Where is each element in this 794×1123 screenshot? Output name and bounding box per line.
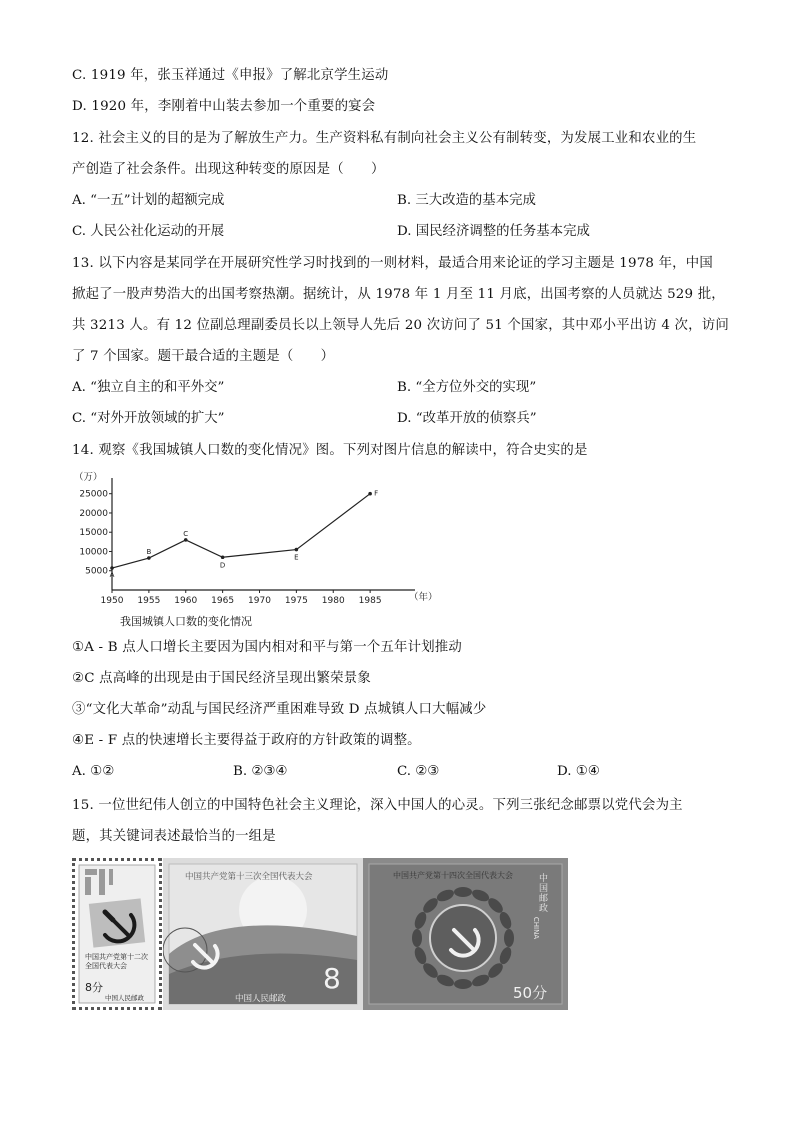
stamp-3-value: 50分 [513,984,548,1002]
question-13-stem-cont-2: 共 3213 人。有 12 位副总理副委员长以上领导人先后 20 次访问了 51 个国家，其中邓小平出访 4 次，访问 [72,318,729,333]
question-12-stem: 12. 社会主义的目的是为了解放生产力。生产资料私有制向社会主义公有制转变，为发展工业和农业的生 [72,131,697,146]
question-15-stem: 15. 一位世纪伟人创立的中国特色社会主义理论，深入中国人的心灵。下列三张纪念邮票以党代会为主 [72,798,683,813]
statement-3: ③“文化大革命”动乱与国民经济严重困难导致 D 点城镇人口大幅减少 [72,702,487,717]
stamp-13th-congress [163,858,363,1010]
stamp-3-country-en: CHINA [532,916,541,940]
point-label: D [219,561,226,570]
chart-y-label: （万） [74,472,103,483]
party-congress-stamps [72,858,568,1010]
stamp-2-value: 8 [323,962,341,995]
y-tick-label: 5000 [85,566,108,577]
question-13-stem: 13. 以下内容是某同学在开展研究性学习时找到的一则材料，最适合用来论证的学习主题是 1978 年，中国 [72,256,713,271]
q14-option-c: C. ②③ [397,764,440,779]
data-point [295,548,299,552]
urban-population-chart [72,464,452,630]
q12-option-c: C. 人民公社化运动的开展 [72,224,225,239]
x-tick-label: 1955 [137,596,161,606]
q14-option-d: D. ①④ [557,764,600,779]
q13-option-d: D. “改革开放的侦察兵” [397,411,537,426]
chart-y-ticks [79,490,112,577]
data-point [184,538,188,542]
chart-x-ticks [101,590,382,606]
stamp-2-caption: 中国共产党第十三次全国代表大会 [185,872,313,882]
question-13-stem-cont-3: 了 7 个国家。题干最合适的主题是（ ） [72,349,335,364]
chart-x-label: （年） [409,592,438,603]
stamp-14th-congress [363,858,568,1010]
wreath-leaf [454,979,472,989]
data-point [368,492,372,496]
y-tick-label: 25000 [79,489,108,500]
wreath-leaf [412,929,422,947]
point-label: A [109,571,115,580]
data-point [110,566,114,570]
q13-option-b: B. “全方位外交的实现” [397,380,537,395]
stamp-12th-congress [72,858,162,1010]
q14-option-b: B. ②③④ [233,764,288,779]
point-label: E [294,553,299,562]
q12-option-a: A. “一五”计划的超额完成 [72,193,225,208]
question-13-stem-cont-1: 掀起了一股声势浩大的出国考察热潮。据统计，从 1978 年 1 月至 11 月底，出国考察的人员就达 529 批， [72,287,725,302]
option-c-line: C. 1919 年，张玉祥通过《申报》了解北京学生运动 [72,68,389,83]
data-point [147,556,151,560]
x-tick-label: 1980 [321,596,345,606]
q13-option-a: A. “独立自主的和平外交” [72,380,225,395]
stamp-1-country: 中国人民邮政 [105,994,144,1002]
stamp-1-value: 8分 [85,981,103,994]
x-tick-label: 1960 [174,596,198,606]
stamp-2-country: 中国人民邮政 [235,994,287,1004]
point-label: F [374,489,379,498]
q12-option-d: D. 国民经济调整的任务基本完成 [397,224,590,239]
wreath-leaf [504,929,514,947]
y-tick-label: 15000 [79,528,108,539]
data-point [221,555,225,559]
y-tick-label: 10000 [79,547,108,558]
x-tick-label: 1965 [211,596,235,606]
question-12-stem-cont: 产创造了社会条件。出现这种转变的原因是（ ） [72,162,385,177]
q12-option-b: B. 三大改造的基本完成 [397,193,536,208]
point-label: C [183,529,189,538]
x-tick-label: 1950 [100,596,124,606]
x-tick-label: 1985 [358,596,382,606]
chart-title: 我国城镇人口数的变化情况 [120,615,252,628]
population-line [112,494,370,568]
x-tick-label: 1970 [248,596,271,606]
q13-option-c: C. “对外开放领域的扩大” [72,411,225,426]
statement-4: ④E - F 点的快速增长主要得益于政府的方针政策的调整。 [72,733,421,748]
question-14-stem: 14. 观察《我国城镇人口数的变化情况》图。下列对图片信息的解读中，符合史实的是 [72,443,588,458]
stamp-3-caption: 中国共产党第十四次全国代表大会 [393,871,513,880]
question-15-stem-cont: 题，其关键词表述最恰当的一组是 [72,829,276,844]
point-label: B [146,548,152,557]
stamp-1-caption: 中国共产党第十二次全国代表大会 [85,953,148,970]
x-tick-label: 1975 [284,596,308,606]
q14-option-a: A. ①② [72,764,115,779]
stamp-3-country: 中国邮政 [539,874,549,914]
wreath-leaf [454,887,472,897]
chart-series [110,490,379,579]
option-d-line: D. 1920 年，李刚着中山装去参加一个重要的宴会 [72,99,376,114]
y-tick-label: 20000 [79,508,108,519]
statement-2: ②C 点高峰的出现是由于国民经济呈现出繁荣景象 [72,671,371,686]
statement-1: ①A - B 点人口增长主要因为国内相对和平与第一个五年计划推动 [72,640,462,655]
